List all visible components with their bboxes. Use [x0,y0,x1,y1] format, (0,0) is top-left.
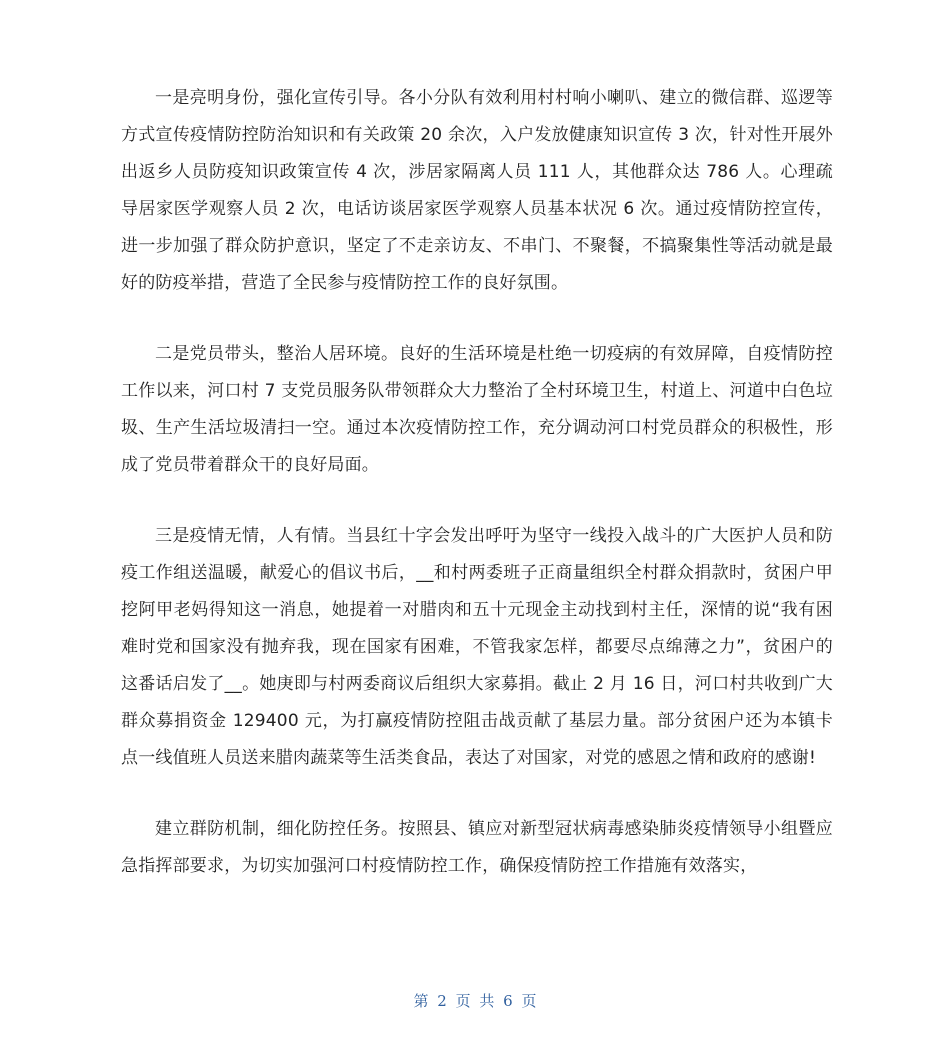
paragraph-party-members: 二是党员带头，整治人居环境。良好的生活环境是杜绝一切疫病的有效屏障，自疫情防控工作以来，河口村 7 支党员服务队带领群众大力整治了全村环境卫生，村道上、河道中白色垃圾、生产生活垃圾清扫一空。通过本次疫情防控工作，充分调动河口村党员群众的积极性，形成了党员带着群众干的良好局面。 [121,344,833,475]
paragraph-prevention-mechanism: 建立群防机制，细化防控任务。按照县、镇应对新型冠状病毒感染肺炎疫情领导小组暨应急指挥部要求，为切实加强河口村疫情防控工作，确保疫情防控工作措施有效落实， [121,819,833,876]
document-body [121,80,833,919]
paragraph-donations: 三是疫情无情，人有情。当县红十字会发出呼吁为坚守一线投入战斗的广大医护人员和防疫工作组送温暖，献爱心的倡议书后，__和村两委班子正商量组织全村群众捐款时，贫困户甲挖阿甲老妈得知这一消息，她提着一对腊肉和五十元现金主动找到村主任，深情的说“我有困难时党和国家没有抛弃我，现在国家有困难，不管我家怎样，都要尽点绵薄之力”，贫困户的这番话启发了__。她庚即与村两委商议后组织大家募捐。截止 2 月 16 日，河口村共收到广大群众募捐资金 129400 元，为打赢疫情防控阻击战贡献了基层力量。部分贫困户还为本镇卡点一线值班人员送来腊肉蔬菜等生活类食品，表达了对国家，对党的感恩之情和政府的感谢! [121,526,833,768]
page-number-footer: 第 2 页 共 6 页 [413,992,537,1010]
paragraph-publicity: 一是亮明身份，强化宣传引导。各小分队有效利用村村响小喇叭、建立的微信群、巡逻等方式宣传疫情防控防治知识和有关政策 20 余次，入户发放健康知识宣传 3 次，针对性开展外出返乡人员防疫知识政策宣传 4 次，涉居家隔离人员 111 人，其他群众达 786 人。心理疏导居家医学观察人员 2 次，电话访谈居家医学观察人员基本状况 6 次。通过疫情防控宣传，进一步加强了群众防护意识，坚定了不走亲访友、不串门、不聚餐，不搞聚集性等活动就是最好的防疫举措，营造了全民参与疫情防控工作的良好氛围。 [121,88,833,293]
